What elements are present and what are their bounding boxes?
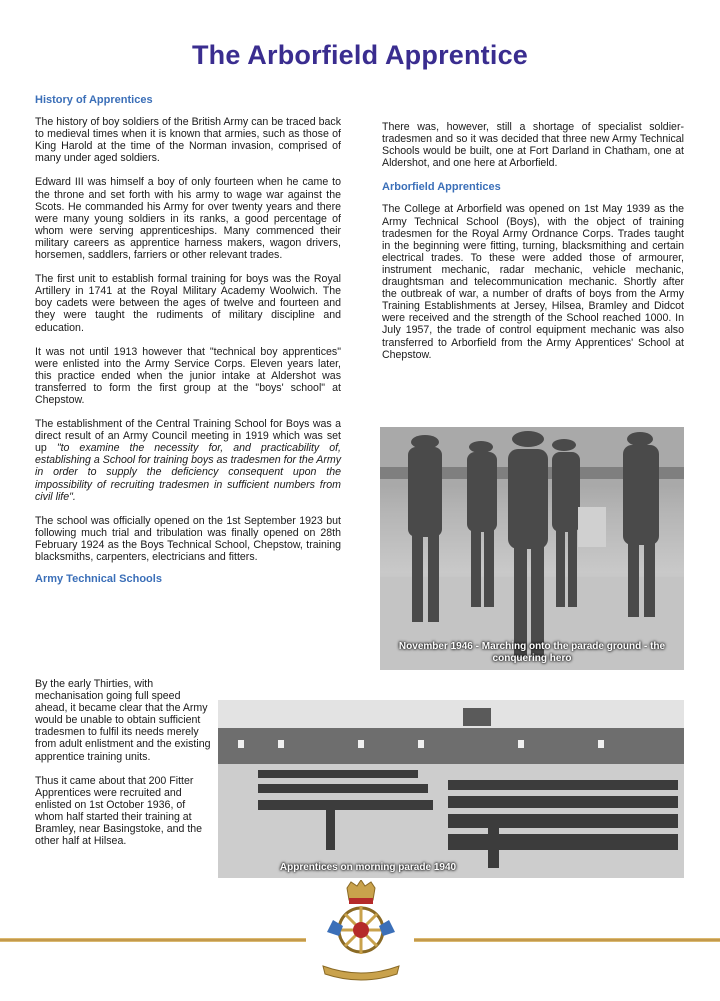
- photo1-caption: November 1946 - Marching onto the parade ground - the conquering hero: [398, 641, 666, 664]
- left-column: [35, 94, 341, 595]
- footer-divider-right: [414, 938, 720, 942]
- officers-marching-illustration: [380, 427, 684, 670]
- army-technical-paragraph-2: Thus it came about that 200 Fitter Apprentices were recruited and enlisted on 1st October 1936, of whom half started their training at Bramley, near Basingstoke, and the other half at Hilsea.: [35, 774, 203, 848]
- crest-icon: [313, 880, 409, 984]
- right-column: [382, 121, 684, 373]
- page-title: The Arborfield Apprentice: [191, 40, 529, 70]
- army-technical-paragraph-1: By the early Thirties, with mechanisation going full speed ahead, it became clear that the Army would be unable to obtain sufficient tradesmen to fulfil its needs merely from adult enlistment and the existing apprentice training units.: [35, 678, 211, 763]
- history-paragraph-3: The first unit to establish formal training for boys was the Royal Artillery in 1741 at the Royal Military Academy Woolwich. The boy cadets were between the ages of twelve and fourteen and they were taught the rudiments of military discipline and education.: [35, 273, 341, 334]
- photo2-caption: Apprentices on morning parade 1940: [279, 862, 457, 873]
- corps-crest-emblem: [313, 880, 409, 984]
- arborfield-heading: Arborfield Apprentices: [382, 181, 501, 194]
- history-paragraph-2: Edward III was himself a boy of only fourteen when he came to the throne and set forth with his army to wage war against the Scots. He commanded his Army for over twenty years and there were many young soldiers in its ranks, a good percentage of whom were serving apprenticeships. Many commenced their military careers as apprentice harness makers, wagon drivers, horsemen, saddlers, farriers or other relevant trades.: [35, 176, 341, 262]
- army-technical-heading: Army Technical Schools: [35, 573, 162, 586]
- right-paragraph-2: The College at Arborfield was opened on 1st May 1939 as the Army Technical School (Boys), with the object of training tradesmen for the Royal Army Ordnance Corps. Trades taught in the beginning were fitting, turning, blacksmithing and certain electrical trades. To these were added those of armourer, instrument mechanic, radar mechanic, vehicle mechanic, draughtsman and telecommunication mechanic. Shortly after the outbreak of war, a number of drafts of boys from the Army Training Establishments at Jersey, Hilsea, Bramley and Didcot were received and the strength of the School reached 1000. In July 1957, the trade of control equipment mechanic was also transferred to Arborfield from the Army Apprentices' School at Chepstow.: [382, 203, 684, 361]
- history-paragraph-4: It was not until 1913 however that "technical boy apprentices" were enlisted into the Army Service Corps. Eleven years later, this practice ended when the junior intake at Aldershot was transferred to form the first group at the "boys' school" at Chepstow.: [35, 345, 341, 406]
- history-heading: History of Apprentices: [35, 94, 153, 106]
- history-paragraph-5-quote: "to examine the necessity for, and practicability of, establishing a School for training boys as tradesmen for the Army in order to supply the deficiency consequent upon the impossibility of recruiting tradesmen in sufficient numbers from civil life".: [35, 442, 341, 503]
- parade-illustration: [218, 700, 684, 878]
- morning-parade-photo: [218, 700, 684, 878]
- history-paragraph-5-text: The establishment of the Central Training School for Boys was a direct result of an Army Council meeting in 1919 which was set up: [35, 418, 341, 455]
- history-paragraph-1: The history of boy soldiers of the British Army can be traced back to medieval times when it is known that armies, such as those of King Harold at the time of the Norman invasion, comprised of many under aged soldiers.: [35, 116, 341, 165]
- history-paragraph-6: The school was officially opened on the 1st September 1923 but following much trial and tribulation was finally opened on 28th February 1924 as the Boys Technical School, Chepstow, training blacksmiths, carpenters, electricians and fitters.: [35, 514, 341, 563]
- footer-divider-left: [0, 938, 306, 942]
- history-paragraph-5: [35, 418, 341, 503]
- right-paragraph-1: There was, however, still a shortage of specialist soldier-tradesmen and so it was decided that three new Army Technical Schools would be built, one at Fort Darland in Chatham, one at Aldershot, and one here at Arborfield.: [382, 121, 684, 170]
- officers-marching-photo: [380, 427, 684, 670]
